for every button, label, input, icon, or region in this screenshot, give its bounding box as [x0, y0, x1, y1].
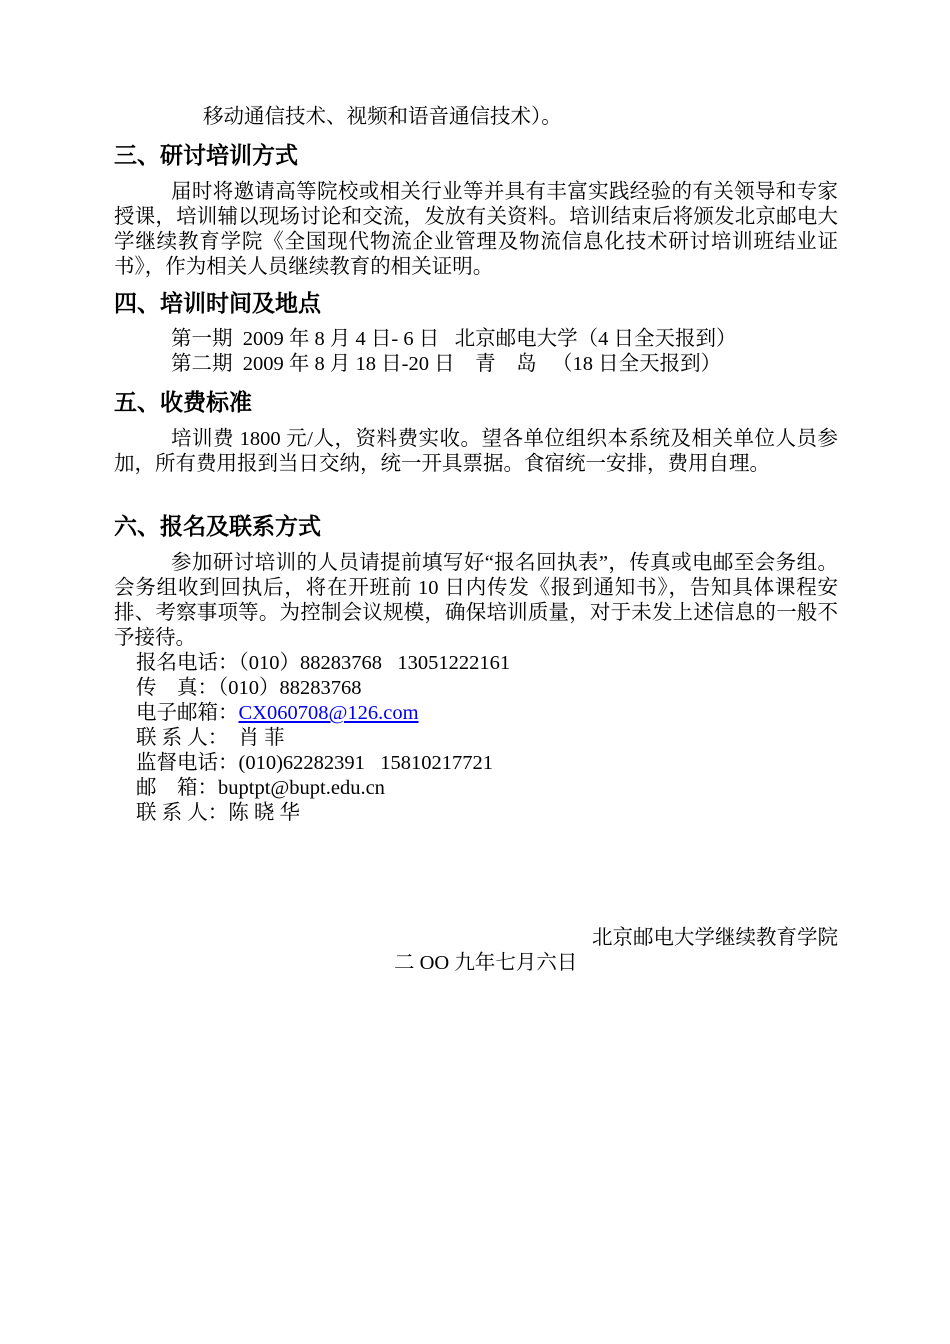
signature-date: 二 OO 九年七月六日: [394, 952, 578, 974]
schedule-line-1: 第一期 2009 年 8 月 4 日- 6 日 北京邮电大学（4 日全天报到）: [171, 328, 737, 350]
fees-paragraph: 培训费 1800 元/人，资料费实收。望各单位组织本系统及相关单位人员参加，所有费用报到当日交纳，统一开具票据。食宿统一安排，费用自理。: [114, 428, 838, 475]
supervision-email: 邮 箱：buptpt@bupt.edu.cn: [136, 777, 385, 799]
schedule-line-2: 第二期 2009 年 8 月 18 日-20 日 青 岛 （18 日全天报到）: [171, 353, 722, 375]
contact-block: [114, 651, 838, 826]
section-heading-time-location: 四、培训时间及地点: [114, 291, 321, 317]
contact-person: 联 系 人： 肖 菲: [136, 727, 285, 749]
email-line: [114, 701, 838, 726]
signature-organization: 北京邮电大学继续教育学院: [592, 927, 838, 949]
registration-paragraph: 参加研讨培训的人员请提前填写好“报名回执表”，传真或电邮至会务组。会务组收到回执后，将在开班前 10 日内传发《报到通知书》，告知具体课程安排、考察事项等。为控制会议规模，确保培训质量，对于未发上述信息的一般不予接待。: [114, 552, 838, 649]
supervision-phone: 监督电话：(010)62282391 15810217721: [136, 752, 494, 774]
training-method-paragraph: 届时将邀请高等院校或相关行业等并具有丰富实践经验的有关领导和专家授课，培训辅以现场讨论和交流，发放有关资料。培训结束后将颁发北京邮电大学继续教育学院《全国现代物流企业管理及物流信息化技术研讨培训班结业证书》，作为相关人员继续教育的相关证明。: [114, 181, 838, 278]
email-link[interactable]: CX060708@126.com: [238, 702, 419, 724]
fax-number: 传 真：（010）88283768: [136, 677, 362, 699]
section-heading-training-method: 三、研讨培训方式: [114, 143, 298, 169]
section-heading-fees: 五、收费标准: [114, 390, 252, 416]
continuation-line: 移动通信技术、视频和语音通信技术）。: [203, 106, 562, 128]
email-label: 电子邮箱：: [136, 702, 239, 724]
section-heading-registration: 六、报名及联系方式: [114, 514, 321, 540]
registration-phone: 报名电话：（010）88283768 13051222161: [136, 652, 511, 674]
supervision-contact-person: 联 系 人：陈 晓 华: [136, 802, 300, 824]
